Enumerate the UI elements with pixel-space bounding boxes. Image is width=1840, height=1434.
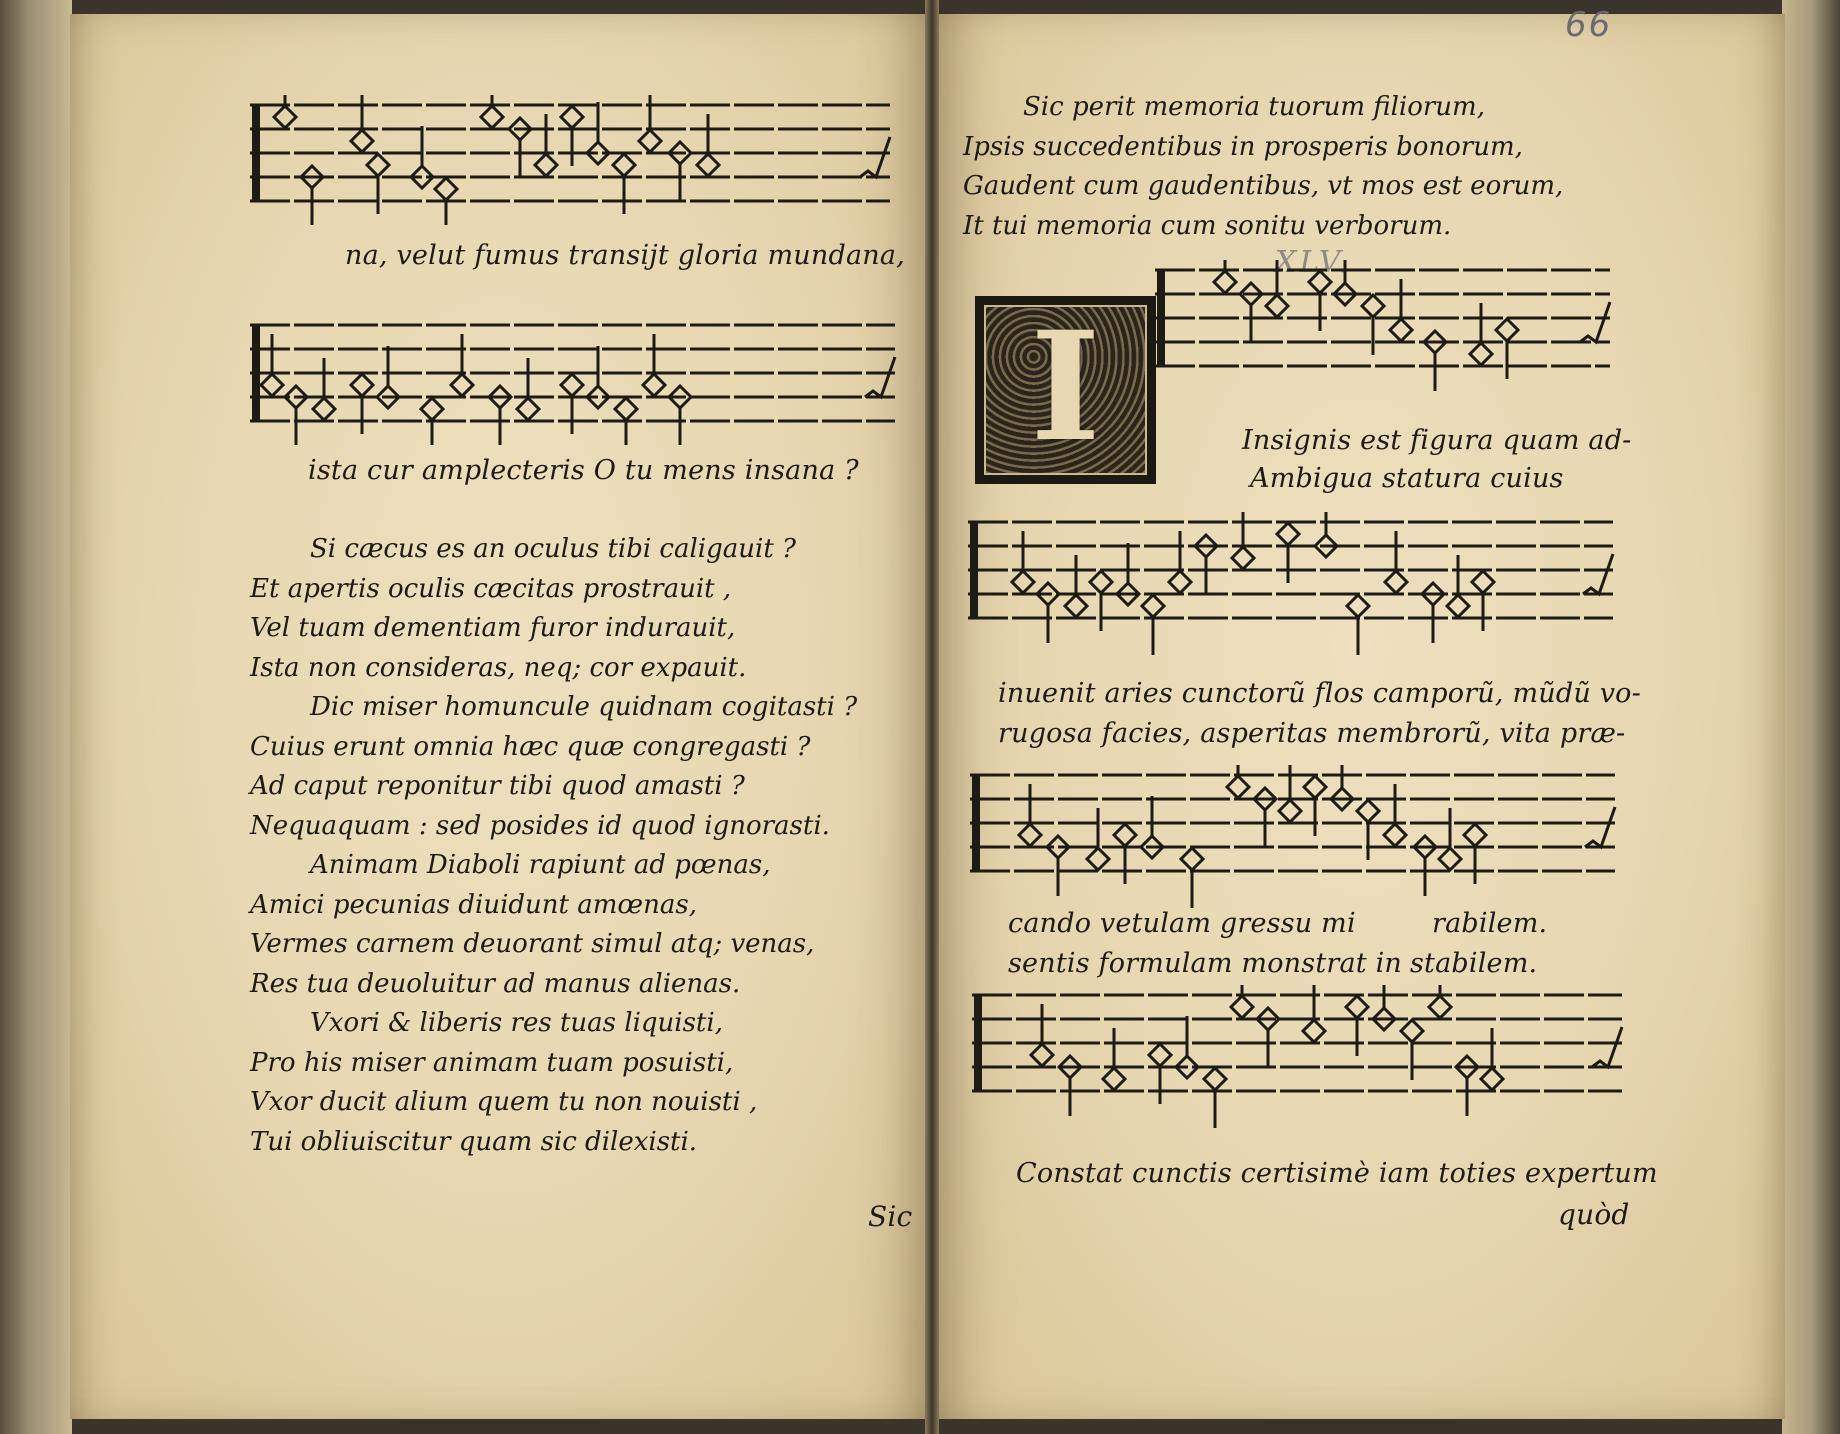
note-head: [351, 374, 373, 434]
note-head: [587, 102, 609, 164]
verse-line: Tui obliuiscitur quam sic dilexisti.: [250, 1126, 698, 1157]
note-head: [1470, 303, 1492, 365]
note-head: [1414, 836, 1436, 896]
note-head: [561, 374, 583, 434]
book-edge-left: [0, 0, 72, 1434]
note-head: [1149, 1044, 1171, 1104]
note-head: [643, 334, 665, 396]
note-head: [1331, 765, 1353, 810]
lyric-line: cando vetulam gressu mi: [1008, 908, 1356, 939]
verse-line: Et apertis oculis cæcitas prostrauit ,: [250, 573, 732, 604]
initial-letter: I: [1030, 299, 1101, 475]
lyric-line: sentis formulam monstrat in: [1008, 948, 1403, 979]
page-number: 66: [1565, 5, 1613, 45]
note-head: [1401, 1020, 1423, 1080]
note-head: [1447, 555, 1469, 617]
note-head: [367, 154, 389, 214]
verse-line: Nequaquam : sed posides id quod ignorasti.: [250, 810, 830, 841]
lyric-line: na, velut fumus transijt gloria mundana,: [345, 240, 905, 271]
note-head: [1142, 595, 1164, 655]
decorated-initial: [975, 296, 1156, 484]
verse-line: Vel tuam dementiam furor indurauit,: [250, 613, 736, 643]
clef-mark: [252, 325, 260, 421]
verse-block-right: [963, 88, 1563, 246]
clef-mark: [972, 775, 980, 871]
note-head: [1065, 555, 1087, 617]
verse-line: Res tua deuoluitur ad manus alienas.: [250, 968, 741, 999]
verse-line: Ista non consideras, neq; cor expauit.: [250, 652, 747, 683]
note-head: [489, 386, 511, 445]
note-head: [517, 358, 539, 420]
note-head: [1439, 808, 1461, 870]
note-head: [1464, 824, 1486, 884]
music-staff-4: [968, 512, 1623, 662]
note-head: [587, 346, 609, 408]
lyric-line: rabilem.: [1432, 908, 1548, 939]
note-head: [1496, 319, 1518, 379]
verse-line: Gaudent cum gaudentibus, vt mos est eorum,: [963, 171, 1564, 201]
note-head: [509, 118, 531, 178]
note-head: [1103, 1028, 1125, 1090]
note-head: [669, 386, 691, 445]
note-head: [1429, 985, 1451, 1018]
note-head: [1373, 985, 1395, 1030]
verse-line: Pro his miser animam tuam posuisti,: [250, 1047, 734, 1078]
note-head: [1117, 543, 1139, 605]
verse-block-left: [250, 530, 857, 1162]
book-edge-right: [1782, 0, 1840, 1434]
note-head: [261, 334, 283, 396]
note-head: [1141, 796, 1163, 858]
note-head: [1346, 996, 1368, 1056]
staff-1-notation: [250, 95, 900, 225]
note-head: [1424, 331, 1446, 391]
note-head: [1087, 808, 1109, 870]
staff-6-notation: [972, 985, 1632, 1145]
music-staff-6: [972, 985, 1632, 1145]
note-head: [1362, 295, 1384, 355]
note-head: [1422, 583, 1444, 643]
verse-line: Si cæcus es an oculus tibi caligauit ?: [310, 534, 796, 564]
staff-3-notation: [1155, 260, 1620, 400]
lyric-line: Ambigua statura cuius: [1250, 463, 1564, 494]
note-head: [1334, 260, 1356, 305]
note-head: [1385, 531, 1407, 593]
custos-mark: [1583, 554, 1613, 594]
note-head: [1254, 788, 1276, 848]
clef-mark: [1157, 270, 1165, 366]
verse-line: Amici pecunias diuidunt amœnas,: [250, 889, 697, 920]
verse-line: Animam Diaboli rapiunt ad pœnas,: [310, 850, 771, 880]
note-head: [451, 334, 473, 396]
note-head: [1384, 784, 1406, 846]
custos-mark: [1580, 302, 1610, 342]
note-head: [561, 106, 583, 166]
note-head: [1204, 1068, 1226, 1128]
lyric-line: rugosa facies, asperitas membrorũ, vita præ-: [998, 718, 1626, 749]
note-head: [1481, 1028, 1503, 1090]
verse-line: Cuius erunt omnia hæc quæ congregasti ?: [250, 731, 811, 762]
custos-mark: [865, 357, 895, 397]
marginal-note: XLV.: [1275, 245, 1351, 280]
custos-mark: [1585, 807, 1615, 847]
note-head: [1169, 531, 1191, 593]
music-staff-1: [250, 95, 900, 225]
note-head: [1456, 1056, 1478, 1116]
note-head: [481, 95, 503, 128]
verse-line: Vermes carnem deuorant simul atq; venas,: [250, 929, 815, 959]
verse-line: Ad caput reponitur tibi quod amasti ?: [250, 771, 745, 801]
note-head: [1114, 824, 1136, 884]
verse-line: Dic miser homuncule quidnam cogitasti ?: [310, 692, 858, 722]
note-head: [1059, 1056, 1081, 1116]
clef-mark: [252, 105, 260, 201]
note-head: [1037, 583, 1059, 643]
note-head: [1315, 512, 1337, 557]
note-head: [1257, 1008, 1279, 1068]
lyric-line: Constat cunctis certisimè iam toties expertum: [1016, 1158, 1658, 1189]
note-head: [535, 114, 557, 176]
note-head: [1214, 260, 1236, 293]
staff-2-notation: [250, 315, 905, 445]
custos-mark: [1592, 1027, 1622, 1067]
note-head: [1277, 523, 1299, 583]
lyric-line: Insignis est figura quam ad-: [1242, 425, 1632, 456]
note-head: [1390, 279, 1412, 341]
note-head: [377, 346, 399, 408]
note-head: [1309, 271, 1331, 331]
note-head: [1227, 765, 1249, 798]
staff-4-notation: [968, 512, 1623, 662]
note-head: [613, 154, 635, 214]
music-staff-3: [1155, 260, 1620, 400]
lyric-line: ista cur amplecteris O tu mens insana ?: [308, 455, 859, 486]
custos-mark: [860, 137, 890, 177]
note-head: [1357, 800, 1379, 860]
music-staff-2: [250, 315, 905, 445]
catchword: Sic: [868, 1200, 913, 1233]
note-head: [285, 386, 307, 445]
verse-line: Vxori & liberis res tuas liquisti,: [310, 1008, 723, 1038]
note-head: [1195, 535, 1217, 595]
lyric-line: stabilem.: [1410, 948, 1538, 979]
note-head: [1176, 1016, 1198, 1078]
lyric-line: inuenit aries cunctorũ flos camporũ, mũdũ vo-: [998, 678, 1641, 709]
note-head: [1047, 836, 1069, 896]
verse-line: Sic perit memoria tuorum filiorum,: [1023, 92, 1485, 122]
book-gutter: [925, 0, 939, 1434]
note-head: [1090, 571, 1112, 631]
note-head: [1304, 776, 1326, 836]
note-head: [697, 114, 719, 176]
verse-line: Vxor ducit alium quem tu non nouisti ,: [250, 1087, 758, 1117]
music-staff-5: [970, 765, 1625, 915]
note-head: [1019, 784, 1041, 846]
note-head: [1347, 595, 1369, 655]
staff-5-notation: [970, 765, 1625, 915]
note-head: [669, 142, 691, 202]
note-head: [1231, 985, 1253, 1018]
note-head: [1012, 531, 1034, 593]
note-head: [1181, 848, 1203, 908]
verse-line: It tui memoria cum sonitu verborum.: [963, 210, 1452, 241]
verse-line: Ipsis succedentibus in prosperis bonorum,: [963, 131, 1523, 162]
note-head: [1472, 571, 1494, 631]
note-head: [1240, 283, 1262, 343]
note-head: [301, 166, 323, 225]
clef-mark: [970, 522, 978, 618]
note-head: [1031, 1004, 1053, 1066]
note-head: [274, 95, 296, 128]
note-head: [313, 358, 335, 420]
catchword: quòd: [1558, 1198, 1630, 1231]
note-head: [411, 126, 433, 188]
clef-mark: [974, 995, 982, 1091]
